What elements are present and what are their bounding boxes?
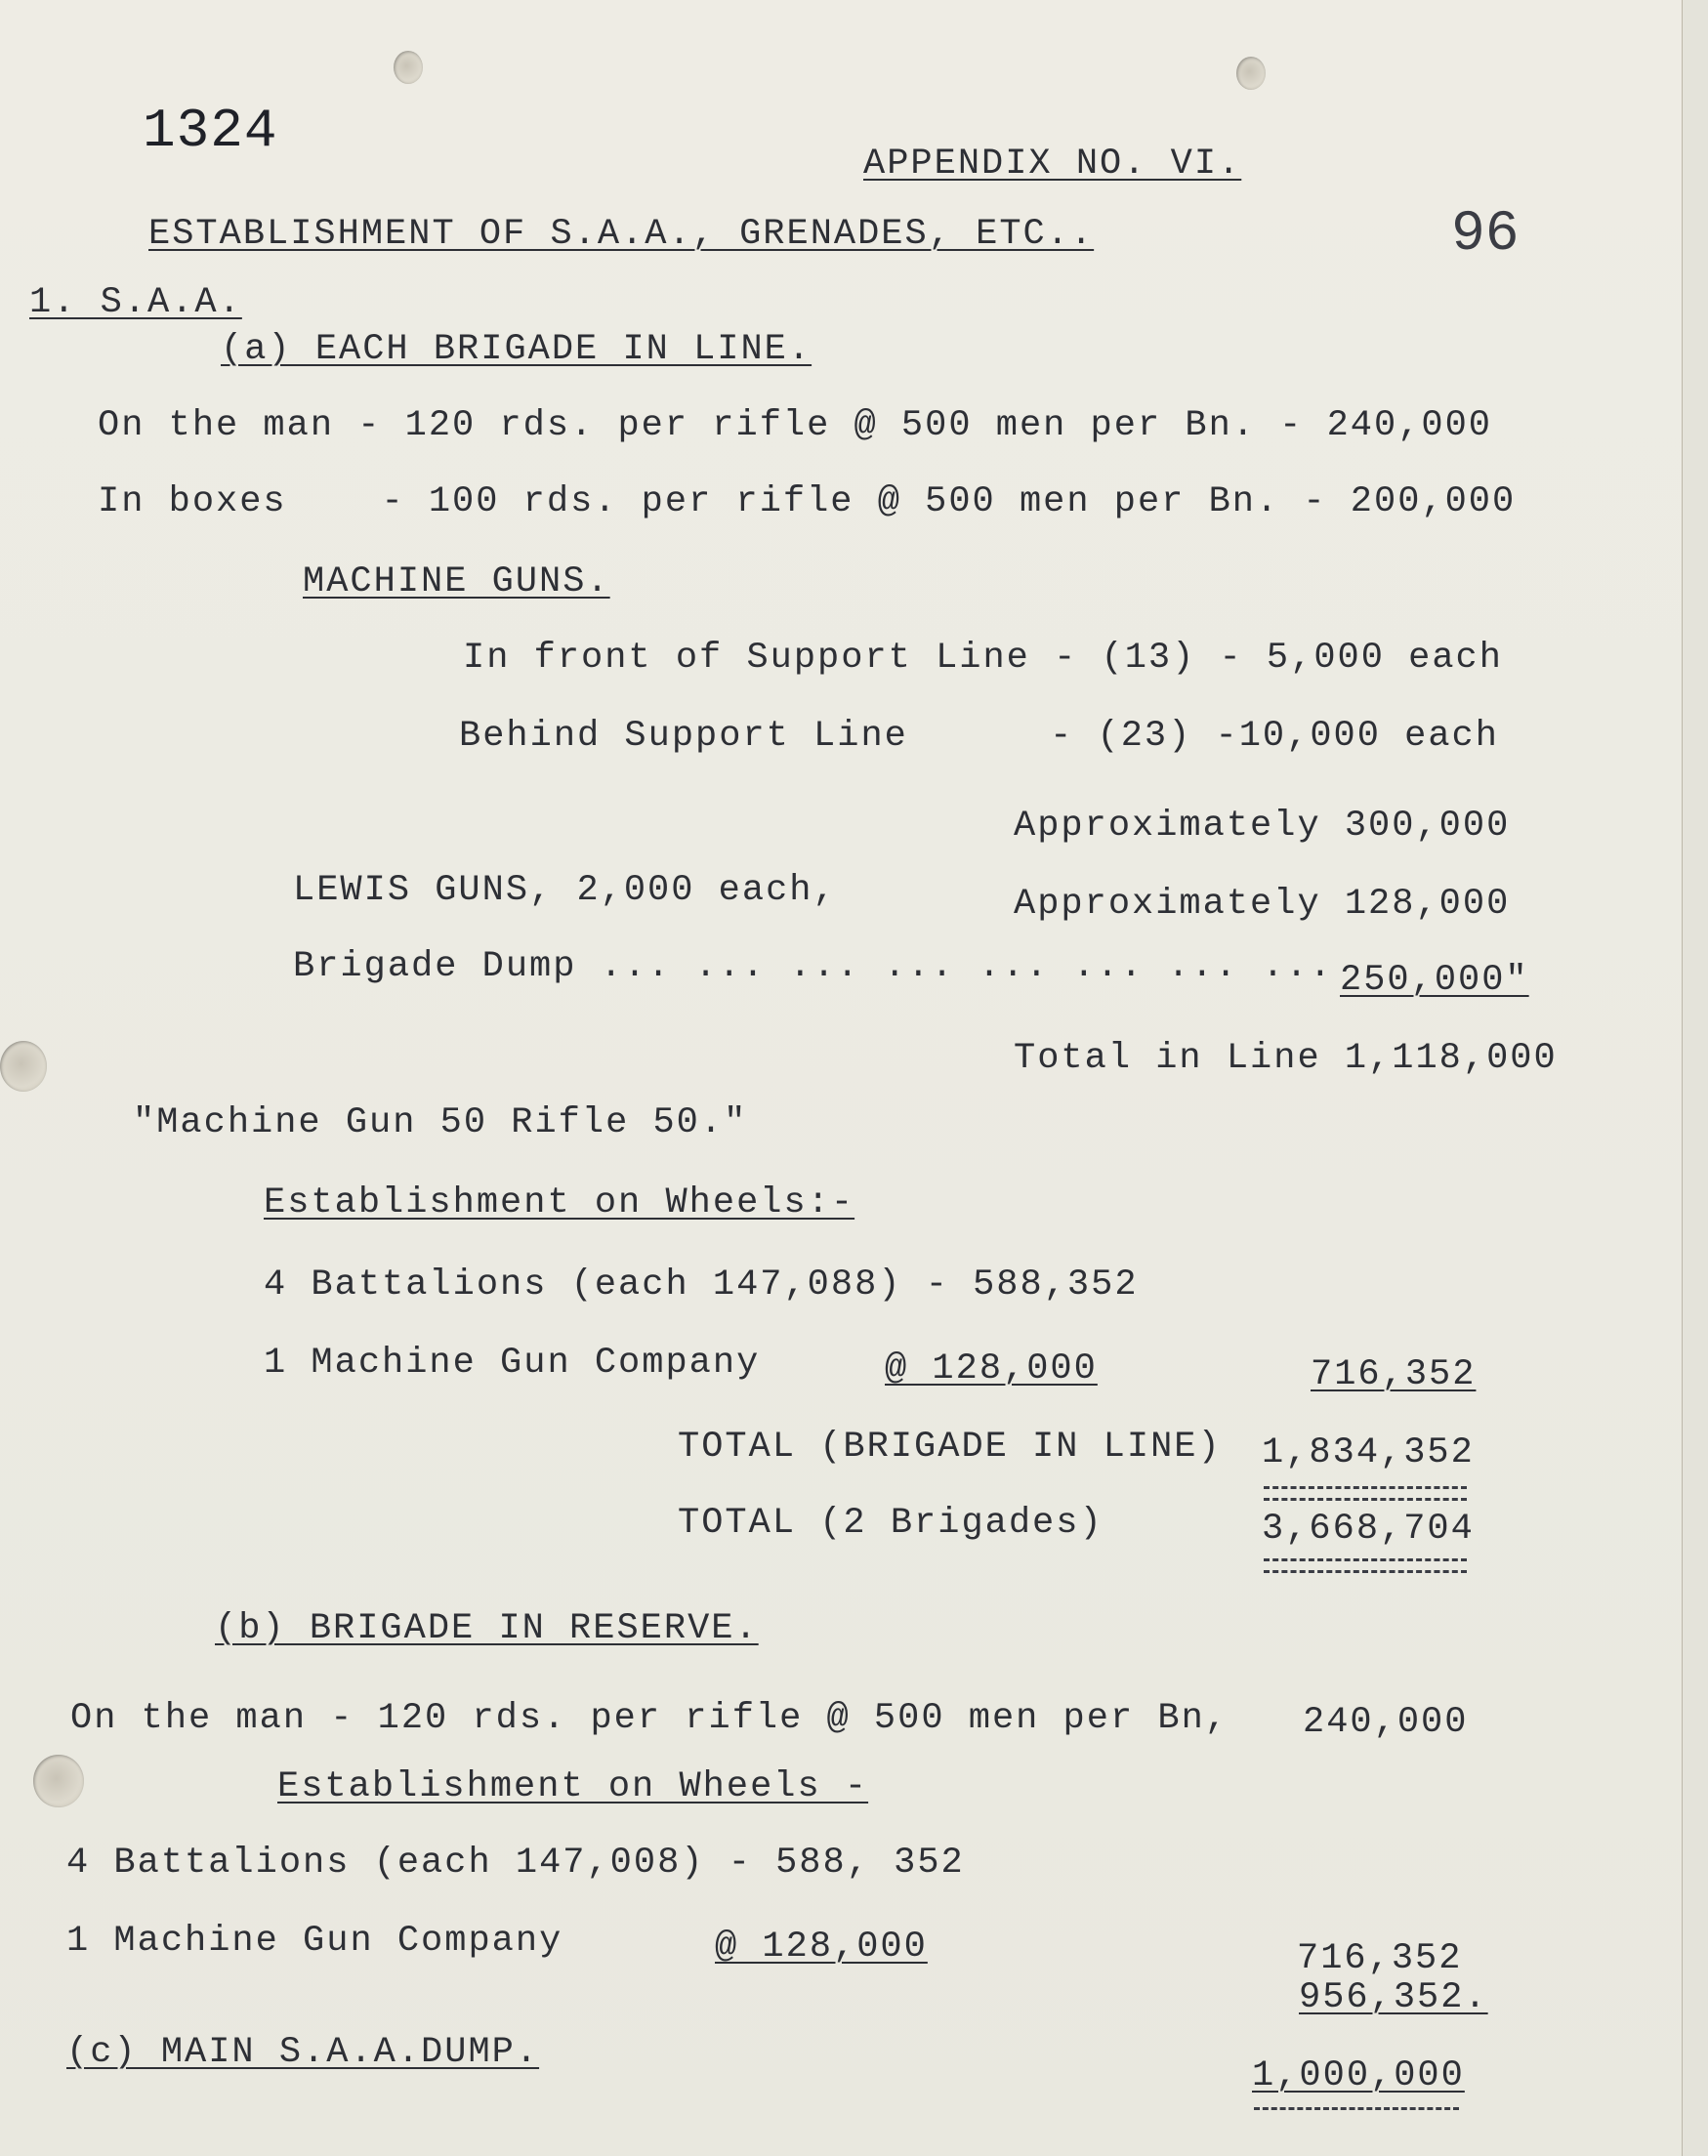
double-rule-3 (1264, 1558, 1467, 1561)
lewis-approx-value: Approximately 128,000 (1014, 884, 1511, 925)
total-brigade-in-line-value: 1,834,352 (1262, 1432, 1475, 1473)
main-dump-value: 1,000,000 (1252, 2055, 1465, 2096)
document-number: 1324 (143, 100, 278, 162)
appendix-title: APPENDIX NO. VI. (863, 144, 1242, 185)
section-1-heading: 1. S.A.A. (29, 282, 242, 323)
brigade-in-reserve-heading: (b) BRIGADE IN RESERVE. (215, 1608, 759, 1649)
mg-front-line: In front of Support Line - (13) - 5,000 each (463, 638, 1503, 679)
brigade-dump-value: 250,000" (1340, 960, 1529, 1001)
mg-company-rate-b: @ 128,000 (715, 1927, 928, 1968)
mg-approx-value: Approximately 300,000 (1014, 806, 1511, 847)
allocation-note: "Machine Gun 50 Rifle 50." (133, 1102, 748, 1143)
mg-company-line-a: 1 Machine Gun Company (264, 1343, 761, 1384)
battalions-line-b: 4 Battalions (each 147,008) - 588, 352 (66, 1843, 965, 1884)
double-rule-5 (1254, 2107, 1459, 2110)
total-brigade-in-line-label: TOTAL (BRIGADE IN LINE) (678, 1427, 1222, 1468)
battalions-line-a: 4 Battalions (each 147,088) - 588,352 (264, 1265, 1139, 1306)
reserve-on-man-line: On the man - 120 rds. per rifle @ 500 men per Bn, (70, 1698, 1229, 1739)
double-rule-4 (1264, 1570, 1467, 1573)
lewis-guns-line: LEWIS GUNS, 2,000 each, (293, 870, 837, 911)
brigade-in-line-heading: (a) EACH BRIGADE IN LINE. (221, 329, 812, 370)
wheels-heading-b: Establishment on Wheels - (277, 1766, 869, 1807)
double-rule-2 (1264, 1498, 1467, 1501)
next-page-edge (1682, 0, 1708, 2156)
double-rule-1 (1264, 1486, 1467, 1489)
punch-hole-top-right (1236, 57, 1266, 90)
machine-guns-heading: MACHINE GUNS. (303, 561, 610, 602)
mg-behind-line: Behind Support Line - (23) -10,000 each (459, 716, 1499, 757)
mg-company-total-a: 716,352 (1311, 1354, 1477, 1395)
reserve-total: 956,352. (1299, 1977, 1488, 2018)
punch-hole-top-left (394, 51, 423, 84)
total-2-brigades-label: TOTAL (2 Brigades) (678, 1503, 1104, 1544)
mg-company-rate-a: @ 128,000 (885, 1348, 1098, 1389)
wheels-heading-a: Establishment on Wheels:- (264, 1182, 855, 1223)
total-2-brigades-value: 3,668,704 (1262, 1509, 1475, 1550)
main-dump-heading: (c) MAIN S.A.A.DUMP. (66, 2032, 540, 2073)
punch-hole-left-mid (0, 1041, 47, 1092)
mg-company-line-b: 1 Machine Gun Company (66, 1921, 563, 1962)
main-title: ESTABLISHMENT OF S.A.A., GRENADES, ETC.. (148, 214, 1095, 255)
brigade-dump-line: Brigade Dump ... ... ... ... ... ... ... ... (293, 946, 1333, 987)
page-number: 96 (1451, 203, 1520, 267)
reserve-on-man-value: 240,000 (1303, 1702, 1469, 1743)
on-man-line: On the man - 120 rds. per rifle @ 500 men per Bn. - 240,000 (98, 405, 1493, 446)
mg-company-total-b: 716,352 (1297, 1938, 1463, 1979)
punch-hole-left-low (33, 1755, 84, 1807)
total-in-line: Total in Line 1,118,000 (1014, 1038, 1558, 1079)
in-boxes-line: In boxes - 100 rds. per rifle @ 500 men per Bn. - 200,000 (98, 481, 1517, 522)
